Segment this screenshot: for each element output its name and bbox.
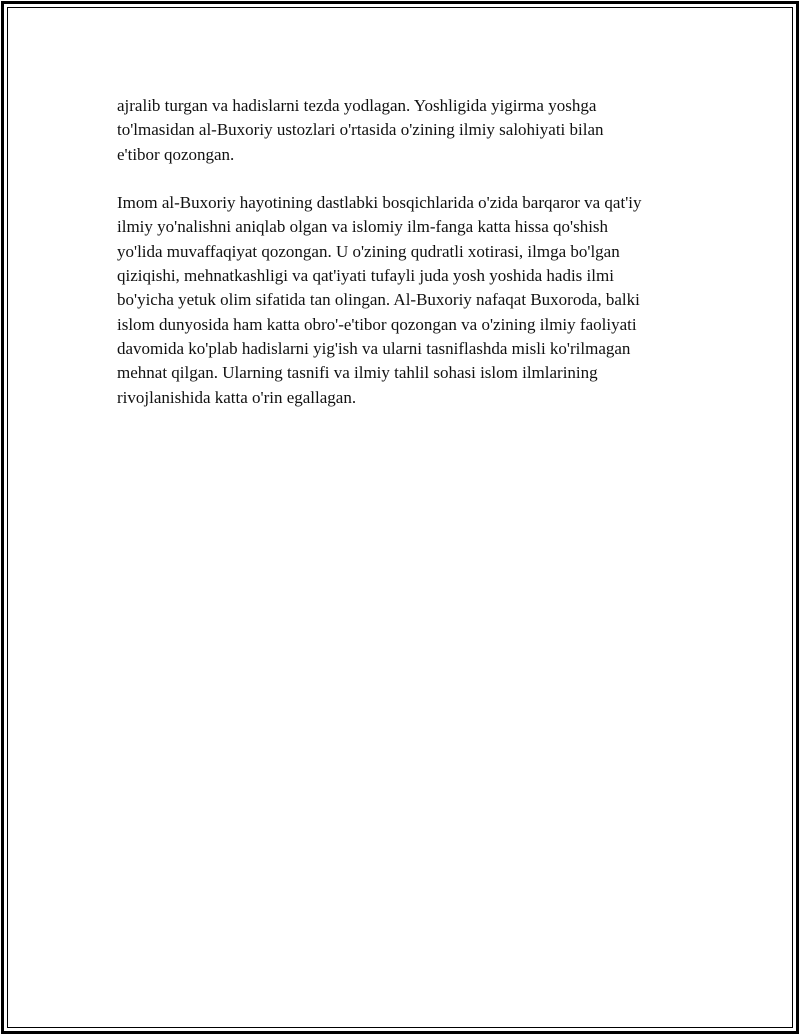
text-line: rivojlanishida katta o'rin egallagan.: [117, 387, 357, 407]
text-line: davomida ko'plab hadislarni yig'ish va ularni tasniflashda misli ko'rilmagan: [117, 338, 631, 358]
document-body: [117, 94, 707, 434]
text-line: ajralib turgan va hadislarni tezda yodlagan. Yoshligida yigirma yoshga: [117, 96, 597, 115]
text-line: mehnat qilgan. Ularning tasnifi va ilmiy tahlil sohasi islom ilmlarining: [117, 363, 598, 383]
text-line: Imom al-Buxoriy hayotining dastlabki bosqichlarida o'zida barqaror va qat'iy: [117, 193, 642, 213]
text-line: ilmiy yo'nalishni aniqlab olgan va islomiy ilm-fanga katta hissa qo'shish: [117, 217, 609, 237]
text-line: yo'lida muvaffaqiyat qozongan. U o'zining qudratli xotirasi, ilmga bo'lgan: [117, 241, 620, 261]
text-line: islom dunyosida ham katta obro'-e'tibor qozongan va o'zining ilmiy faoliyati: [117, 314, 637, 334]
paragraph-2: [117, 191, 707, 410]
text-line: to'lmasidan al-Buxoriy ustozlari o'rtasida o'zining ilmiy salohiyati bilan: [117, 120, 604, 140]
paragraph-1: [117, 94, 707, 167]
text-line: qiziqishi, mehnatkashligi va qat'iyati tufayli juda yosh yoshida hadis ilmi: [117, 266, 614, 286]
text-line: bo'yicha yetuk olim sifatida tan olingan. Al-Buxoriy nafaqat Buxoroda, balki: [117, 290, 640, 310]
text-line: e'tibor qozongan.: [117, 144, 235, 164]
